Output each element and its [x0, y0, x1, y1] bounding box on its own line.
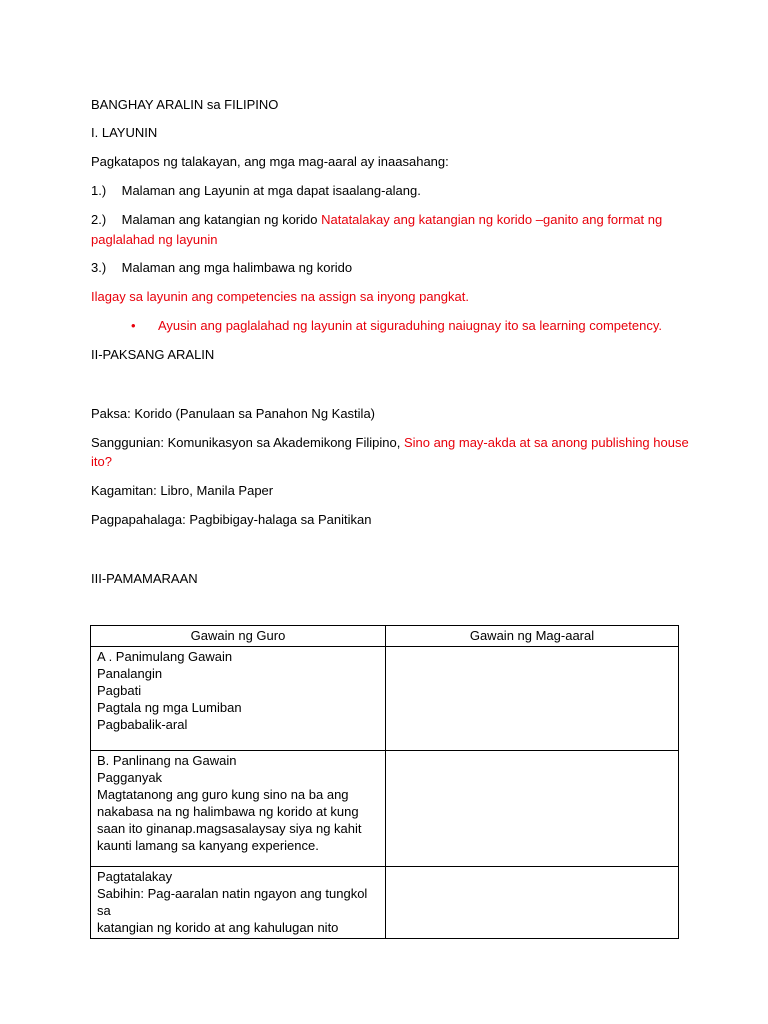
mag-aaral-cell: [386, 647, 679, 751]
sanggunian-line: [91, 434, 689, 451]
table-header-row: [91, 626, 679, 647]
objective-note-continued: paglalahad ng layunin: [91, 232, 218, 247]
objective-number: 2.): [91, 212, 107, 227]
cell-line: Magtatanong ang guro kung sino na ba ang: [97, 787, 349, 802]
objective-text: Malaman ang Layunin at mga dapat isaalang-alang.: [121, 183, 421, 198]
objective-note: Natatalakay ang katangian ng korido –ganito ang format ng: [321, 212, 663, 227]
paksa-line: Paksa: Korido (Panulaan sa Panahon Ng Kastila): [91, 406, 376, 421]
layunin-instruction: Ilagay sa layunin ang competencies na assign sa inyong pangkat.: [91, 289, 469, 304]
section-heading-paksang-aralin: II-PAKSANG ARALIN: [91, 347, 215, 362]
table-row: [91, 647, 679, 751]
sanggunian-text: Sanggunian: Komunikasyon sa Akademikong Filipino,: [91, 435, 401, 450]
bullet-item: [131, 317, 662, 334]
layunin-intro: Pagkatapos ng talakayan, ang mga mag-aaral ay inaasahang:: [91, 154, 449, 169]
guro-cell: [91, 867, 386, 939]
pagpapahalaga-line: Pagpapahalaga: Pagbibigay-halaga sa Panitikan: [91, 512, 372, 527]
cell-line: Pagtatalakay: [97, 869, 173, 884]
sanggunian-note: Sino ang may-akda at sa anong publishing house: [403, 435, 689, 450]
objective-item-1: [91, 182, 421, 199]
cell-line: kaunti lamang sa kanyang experience.: [97, 838, 319, 853]
mag-aaral-cell: [386, 867, 679, 939]
cell-line: Pagganyak: [97, 770, 163, 785]
bullet-icon: •: [131, 318, 136, 333]
cell-line: katangian ng korido at ang kahulugan nito: [97, 920, 339, 935]
objective-item-2: [91, 211, 662, 228]
objective-text: Malaman ang katangian ng korido: [121, 212, 318, 227]
cell-line: Pagbabalik-aral: [97, 717, 188, 732]
objective-number: 3.): [91, 260, 107, 275]
section-heading-layunin: I. LAYUNIN: [91, 125, 158, 140]
guro-cell: [91, 647, 386, 751]
sanggunian-note-continued: ito?: [91, 454, 112, 469]
cell-line: saan ito ginanap.magsasalaysay siya ng kahit: [97, 821, 362, 836]
cell-line: A . Panimulang Gawain: [97, 649, 233, 664]
table-row: [91, 867, 679, 939]
table-row: [91, 751, 679, 867]
guro-cell: [91, 751, 386, 867]
table-header-guro: Gawain ng Guro: [91, 626, 386, 647]
cell-line: Pagtala ng mga Lumiban: [97, 700, 242, 715]
pamamaraan-table: [90, 625, 679, 939]
cell-line: B. Panlinang na Gawain: [97, 753, 237, 768]
document-title: BANGHAY ARALIN sa FILIPINO: [91, 97, 279, 112]
objective-item-3: [91, 259, 352, 276]
kagamitan-line: Kagamitan: Libro, Manila Paper: [91, 483, 274, 498]
mag-aaral-cell: [386, 751, 679, 867]
table-header-mag-aaral: Gawain ng Mag-aaral: [386, 626, 679, 647]
section-heading-pamamaraan: III-PAMAMARAAN: [91, 571, 198, 586]
objective-number: 1.): [91, 183, 107, 198]
objective-text: Malaman ang mga halimbawa ng korido: [121, 260, 353, 275]
cell-line: Sabihin: Pag-aaralan natin ngayon ang tungkol sa: [97, 886, 368, 918]
cell-line: Pagbati: [97, 683, 142, 698]
bullet-text: Ayusin ang paglalahad ng layunin at siguraduhing naiugnay ito sa learning competency.: [158, 318, 662, 333]
cell-line: nakabasa na ng halimbawa ng korido at kung: [97, 804, 359, 819]
cell-line: Panalangin: [97, 666, 163, 681]
